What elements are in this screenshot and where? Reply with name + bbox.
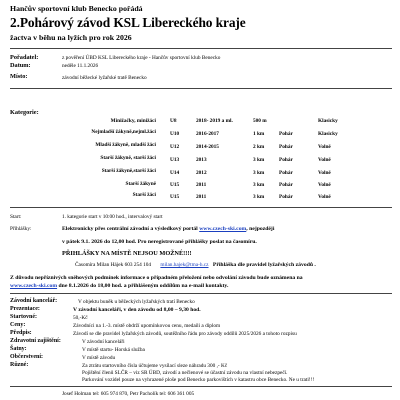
misc-line: Parkování vozidel pouze na vyhrazené ploše pod Benecko parkovištích v katastru obce Benecko. Ne u trati!!! (82, 377, 315, 383)
entries-line-1-text: Elektronicky přes centrální závodní a výsledkový portál (62, 226, 198, 232)
category-name: Starší žákyně (125, 181, 156, 187)
category-code: U15 (170, 194, 180, 200)
category-distance: 1 km (253, 131, 265, 137)
category-name: Nejmladší žákyně,nejml.žáci (91, 129, 156, 135)
entries-warning: PŘIHLÁŠKY NA MÍSTĚ NEJSOU MOŽNÉ!!!! (62, 250, 192, 257)
timing-contact: Časomíra Milan Hájek 603 254 104 (75, 262, 152, 268)
info-value-date: neděle 11.1.2026 (62, 63, 99, 69)
category-code: U12 (170, 144, 180, 150)
detail-value-fee: 50,-Kč (73, 315, 88, 321)
category-distance: 3 km (253, 170, 265, 176)
category-distance: 3 km (253, 157, 265, 163)
start-value: 1. kategorie start v 10:00 hod., intervalový start (62, 214, 163, 220)
category-code: U10 (170, 131, 180, 137)
notice-line-1: Z důvodu nepříznivých sněhových podmínek informace o případném přeložení nebo odvolání závodu bude oznámena na (10, 275, 303, 281)
category-award: Pohár (279, 157, 293, 163)
category-award: Pohár (279, 144, 293, 150)
category-name: Starší žákyně,starší žáci (101, 168, 156, 174)
detail-key-presentation: Prezentace: (10, 306, 40, 312)
detail-key-changing-rooms: Šatny: (10, 346, 27, 352)
divider (10, 48, 392, 49)
category-distance: 2 km (253, 144, 265, 150)
czech-ski-link[interactable]: www.czech-ski.com (199, 226, 247, 232)
detail-key-refreshments: Občerstvení: (10, 354, 43, 360)
entries-line-2: v pátek 9.1. 2026 do 12,00 hod. Pro neregistrované přihlášky poslat na časomíru. (62, 239, 257, 245)
notice-line-2-text: dne 8.1.2026 do 18,00 hod. a přihlášeným oddílům na e-mail kontakty. (57, 283, 229, 289)
divider (10, 207, 392, 208)
category-code: U15 (170, 182, 180, 188)
category-distance: 3 km (253, 182, 265, 188)
czech-ski-notice-link[interactable]: www.czech-ski.com (10, 283, 58, 289)
info-key-date: Datum: (10, 62, 31, 69)
divider (10, 293, 392, 294)
contacts-footer: Josef Holman tel: 605 974 870, Petr Pacholík tel: 606 361 005 (62, 391, 195, 397)
detail-value-office: V objektu buněk u běžeckých lyžařských tratí Benecko (78, 299, 195, 305)
detail-value-rules: Závodí se dle pravidel lyžařských závodů, soutěžního řádu pro závody oddílů 2025/2026 a tohoto rozpisu (73, 331, 297, 337)
detail-key-rules: Předpis: (10, 330, 32, 336)
category-code: U14 (170, 170, 180, 176)
detail-key-prizes: Ceny: (10, 322, 26, 328)
info-value-organizer: z pověření ÚBD KSL Libereckého kraje - Hančův sportovní klub Benecko (62, 55, 221, 61)
misc-line: Za ztrátu startovního čísla účtujeme vysílací sleze náhradu 300 ,- Kč (82, 363, 228, 369)
category-style: Volně (318, 157, 331, 163)
category-years: 2012 (196, 170, 207, 176)
category-award: Pohár (279, 182, 293, 188)
entries-key: Přihlášky: (10, 226, 32, 232)
category-style: Volně (318, 144, 331, 150)
detail-value-prizes: Závodníci na 1.-3. místě obdrží upomínkovou cenu, medaili a diplom (73, 323, 221, 329)
category-award: Pohár (279, 170, 293, 176)
detail-value-presentation: V závodní kanceláři, v den závodu od 8,00 – 9,30 hod. (73, 307, 201, 313)
detail-key-fee: Startovné: (10, 314, 37, 320)
category-code: U13 (170, 157, 180, 163)
category-style: Volně (318, 170, 331, 176)
entries-line-1 (62, 226, 274, 232)
category-style: Volně (318, 182, 331, 188)
category-award: Pohár (279, 131, 293, 137)
category-name: Starší žákyně, starší žáci (100, 155, 156, 161)
entries-rules-note: Přihláška dle pravidel lyžařských závodů . (212, 262, 316, 268)
categories-label: Kategorie: (10, 109, 39, 116)
organizer-heading: Hančův sportovní klub Benecko pořádá (10, 4, 143, 13)
detail-value-refreshments: V místě závodu (82, 355, 116, 361)
info-value-place: závodní běžecké lyžařské tratě Benecko (62, 75, 147, 81)
category-distance: 3 km (253, 194, 265, 200)
detail-value-medical: V závodní kanceláři (82, 339, 125, 345)
start-key: Start: (10, 214, 22, 220)
category-years: 2011 (196, 182, 207, 188)
misc-line: Pojištění členů SLČR – viz SR ÚBD, závodí a nečlenové se účastní závodu na vlastní nebezpečí. (82, 370, 288, 376)
category-distance: 500 m (253, 118, 267, 124)
category-code: U8 (170, 118, 177, 124)
entries-line-4 (75, 262, 316, 268)
category-name: Mladší žákyně, mladší žáci (95, 142, 156, 148)
divider (10, 88, 392, 89)
category-years: 2011 (196, 194, 207, 200)
misc-key: Různé: (10, 362, 29, 368)
detail-key-office: Závodní kancelář: (10, 298, 58, 304)
category-years: 2016-2017 (196, 131, 219, 137)
event-title: 2.Pohárový závod KSL Libereckého kraje (10, 15, 246, 30)
info-key-organizer: Pořadatel: (10, 54, 39, 61)
category-award: Pohár (279, 194, 293, 200)
info-key-place: Místo: (10, 73, 28, 80)
category-name: Starší žáci (132, 192, 156, 198)
notice-line-2 (10, 283, 228, 289)
category-years: 2018- 2019 a ml. (196, 118, 233, 124)
category-years: 2013 (196, 157, 207, 163)
divider (10, 386, 392, 387)
category-name: Minižačky, minižáci (110, 118, 156, 124)
detail-key-medical: Zdravotní zajištění: (10, 338, 61, 344)
category-style: Klasicky (318, 131, 338, 137)
detail-value-changing-rooms: V místě startu- Horská služba (82, 347, 145, 353)
category-style: Klasicky (318, 118, 338, 124)
entries-line-1-tail: , nejpozději (246, 226, 275, 232)
timing-email-link[interactable]: milan.hajek@tma-h.cz (160, 262, 209, 268)
category-style: Volně (318, 194, 331, 200)
category-years: 2014-2015 (196, 144, 219, 150)
event-subtitle: žactva v běhu na lyžích pro rok 2026 (10, 33, 132, 42)
